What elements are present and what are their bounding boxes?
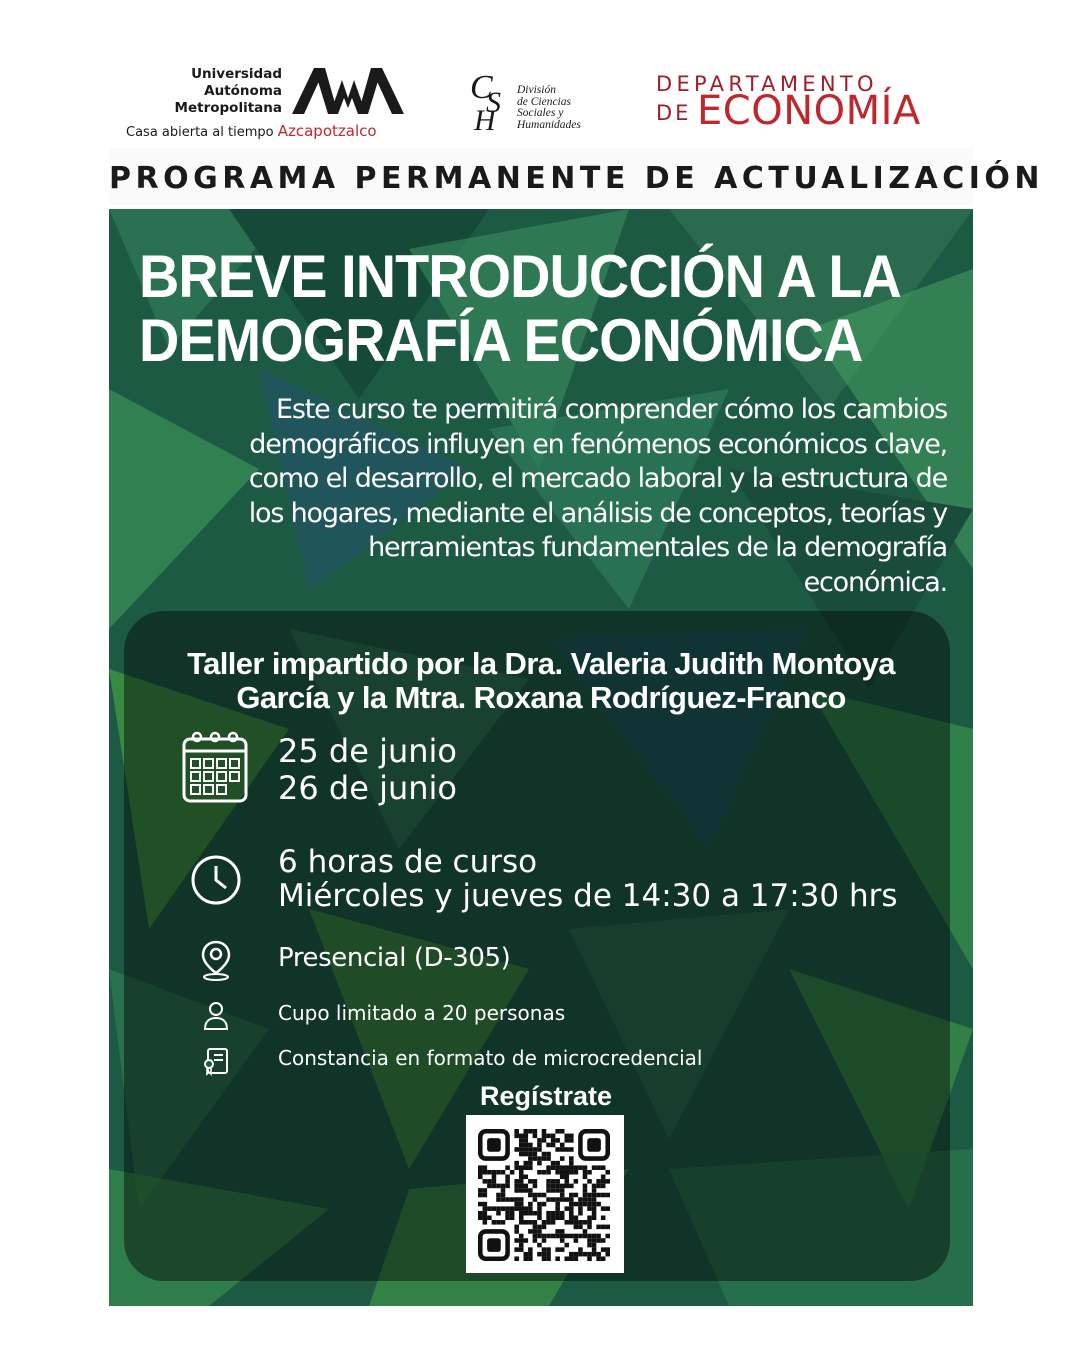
svg-text:S: S [486,86,501,119]
csh-line-2: de Ciencias [517,95,571,108]
course-title [139,245,902,373]
uam-tagline-row [126,122,377,140]
date-item: 26 de junio [278,769,457,807]
date-item: 25 de junio [278,732,457,770]
course-capacity: Cupo limitado a 20 personas [278,1001,566,1025]
uam-name-line-2: Autónoma [204,83,282,99]
course-description [147,393,947,600]
title-line-1: BREVE INTRODUCCIÓN A LA [139,243,901,310]
csh-line-3: Sociales y [517,107,564,119]
location-pin-icon [199,939,233,981]
register-qr-code[interactable] [466,1115,624,1273]
course-place: Presencial (D-305) [278,943,511,973]
instructor-line-1: Taller impartido por la Dra. Valeria Judith Montoya [187,646,895,681]
course-hours [278,845,898,913]
certificate-icon [202,1046,230,1076]
description-line: como el desarrollo, el mercado laboral y la estructura de [248,463,947,494]
hours-total: 6 horas de curso [278,844,538,880]
csh-line-1: División [517,84,556,96]
uam-tagline: Casa abierta al tiempo [126,125,274,140]
clock-icon [189,853,243,907]
course-certificate: Constancia en formato de microcredencial [278,1046,703,1070]
poster [109,209,973,1306]
description-line: Este curso te permitirá comprender cómo los cambios [275,394,947,425]
dept-label-economia: ECONOMÍA [697,88,921,134]
svg-text:H: H [474,104,496,132]
description-line: demográficos influyen en fenómenos económicos clave, [249,428,947,460]
csh-logo [468,66,518,132]
person-icon [202,1001,230,1031]
instructor-line-2: García y la Mtra. Roxana Rodríguez-Franco [236,680,846,715]
program-banner: PROGRAMA PERMANENTE DE ACTUALIZACIÓN [109,147,973,205]
dept-label-de: DE [656,101,692,125]
calendar-icon [181,731,251,805]
title-line-2: DEMOGRAFÍA ECONÓMICA [139,307,863,374]
csh-division-name [517,85,581,131]
hours-schedule: Miércoles y jueves de 14:30 a 17:30 hrs [278,878,898,914]
description-line: económica. [803,566,947,598]
svg-text:C: C [470,69,493,106]
uam-name-line-3: Metropolitana [174,100,282,116]
uam-name [120,66,282,117]
description-line: herramientas fundamentales de la demografía [368,532,947,563]
qr-code [478,1129,610,1261]
uam-name-line-1: Universidad [191,66,282,82]
uam-logo [292,68,404,114]
dept-label-top: DEPARTAMENTO [656,72,878,96]
course-dates [278,733,457,807]
description-line: los hogares, mediante el análisis de conceptos, teorías y [248,497,947,529]
register-label: Regístrate [479,1081,613,1111]
uam-unit: Azcapotzalco [277,122,377,140]
csh-line-4: Humanidades [517,118,581,131]
instructor-text [129,647,953,715]
